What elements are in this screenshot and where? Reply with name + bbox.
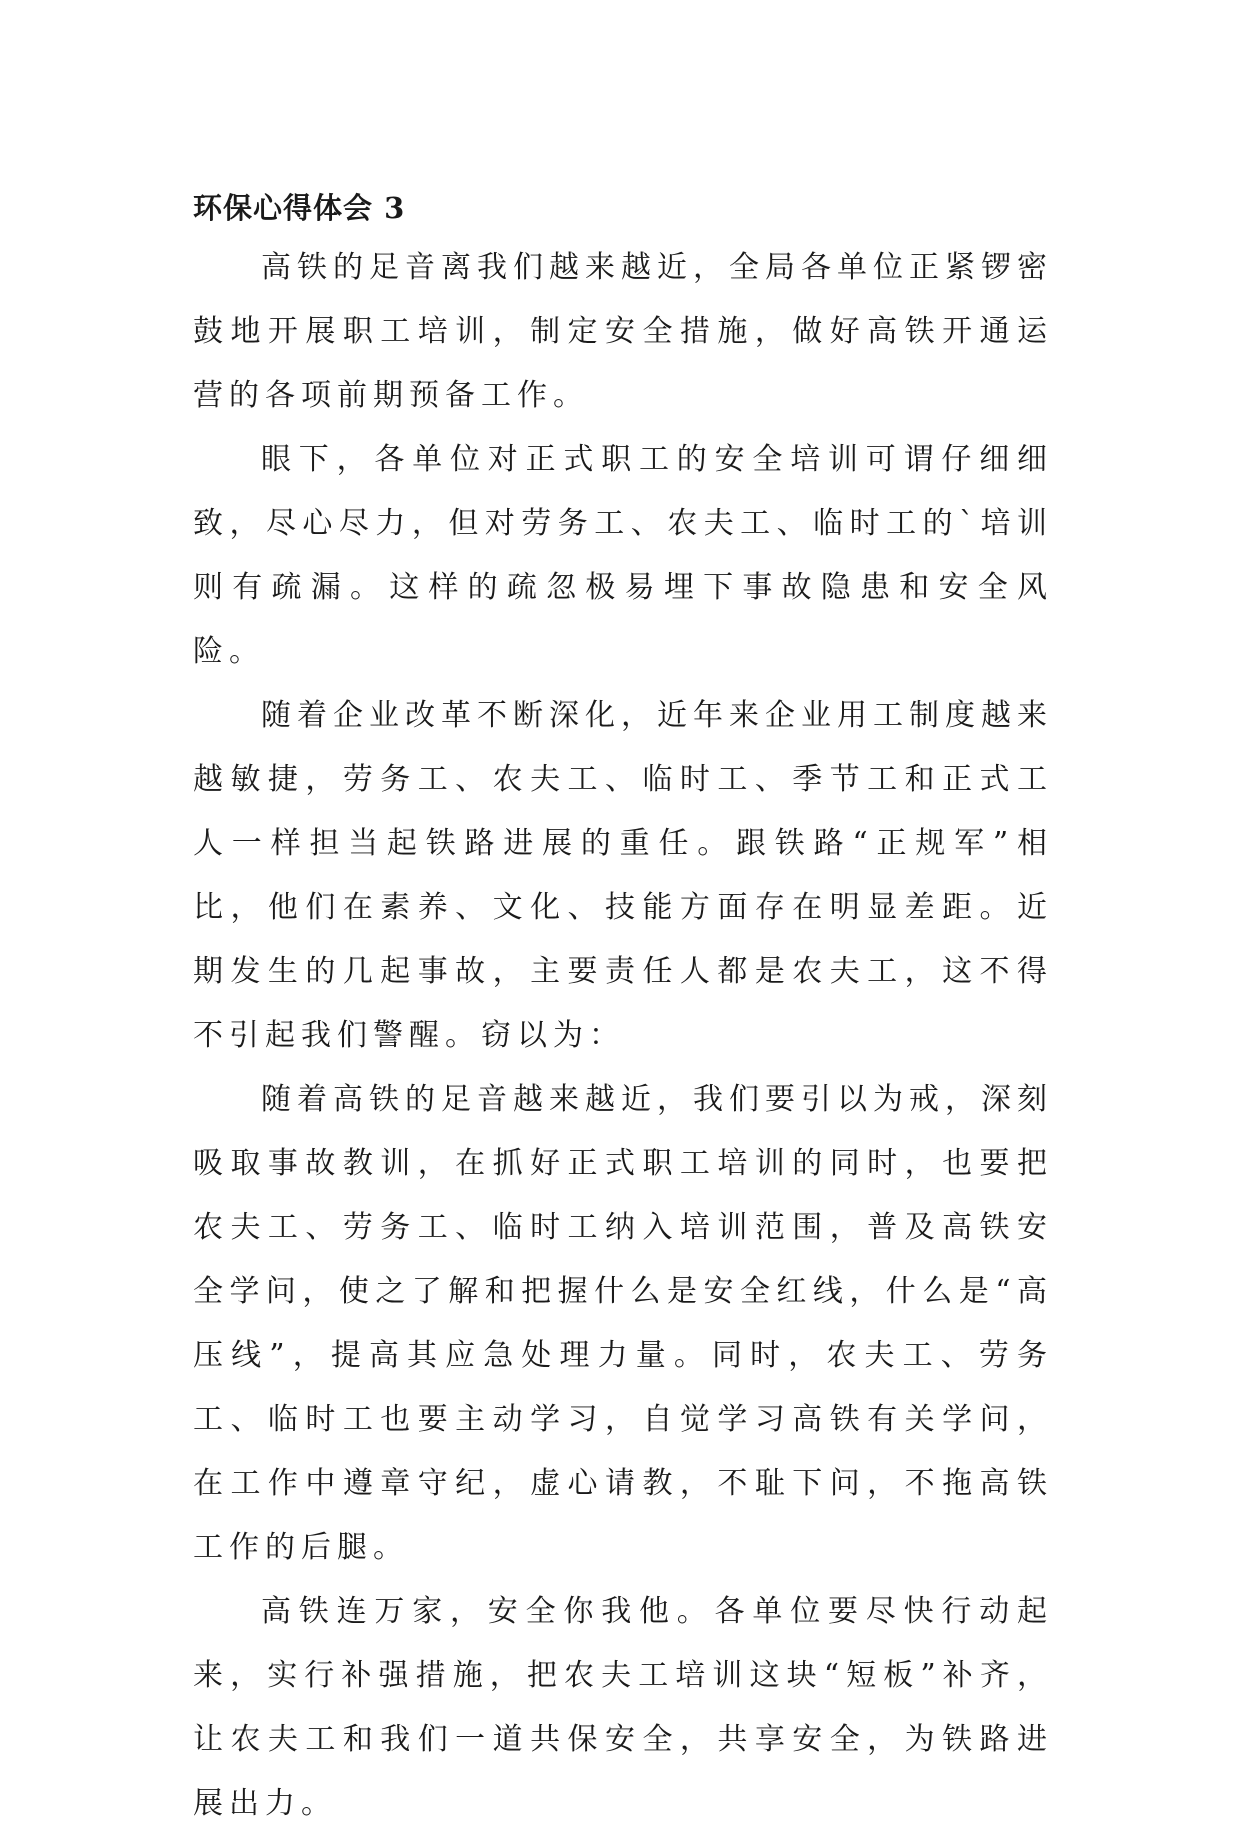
- document-title: 环保心得体会 3: [193, 191, 406, 225]
- paragraph-1: 高铁的足音离我们越来越近，全局各单位正紧锣密鼓地开展职工培训，制定安全措施，做好高铁开通运营的各项前期预备工作。: [193, 250, 1053, 413]
- paragraph-2: 眼下，各单位对正式职工的安全培训可谓仔细细致，尽心尽力，但对劳务工、农夫工、临时工的`培训则有疏漏。这样的疏忽极易埋下事故隐患和安全风险。: [193, 442, 1053, 669]
- document-body: [193, 190, 1053, 1836]
- paragraph-4: 随着高铁的足音越来越近，我们要引以为戒，深刻吸取事故教训，在抓好正式职工培训的同时，也要把农夫工、劳务工、临时工纳入培训范围，普及高铁安全学问，使之了解和把握什么是安全红线，什么是“高压线”，提高其应急处理力量。同时，农夫工、劳务工、临时工也要主动学习，自觉学习高铁有关学问，在工作中遵章守纪，虚心请教，不耻下问，不拖高铁工作的后腿。: [193, 1082, 1053, 1565]
- paragraph-5: 高铁连万家，安全你我他。各单位要尽快行动起来，实行补强措施，把农夫工培训这块“短板”补齐，让农夫工和我们一道共保安全，共享安全，为铁路进展出力。: [193, 1594, 1053, 1821]
- paragraph-3: 随着企业改革不断深化，近年来企业用工制度越来越敏捷，劳务工、农夫工、临时工、季节工和正式工人一样担当起铁路进展的重任。跟铁路“正规军”相比，他们在素养、文化、技能方面存在明显差距。近期发生的几起事故，主要责任人都是农夫工，这不得不引起我们警醒。窃以为：: [193, 698, 1053, 1053]
